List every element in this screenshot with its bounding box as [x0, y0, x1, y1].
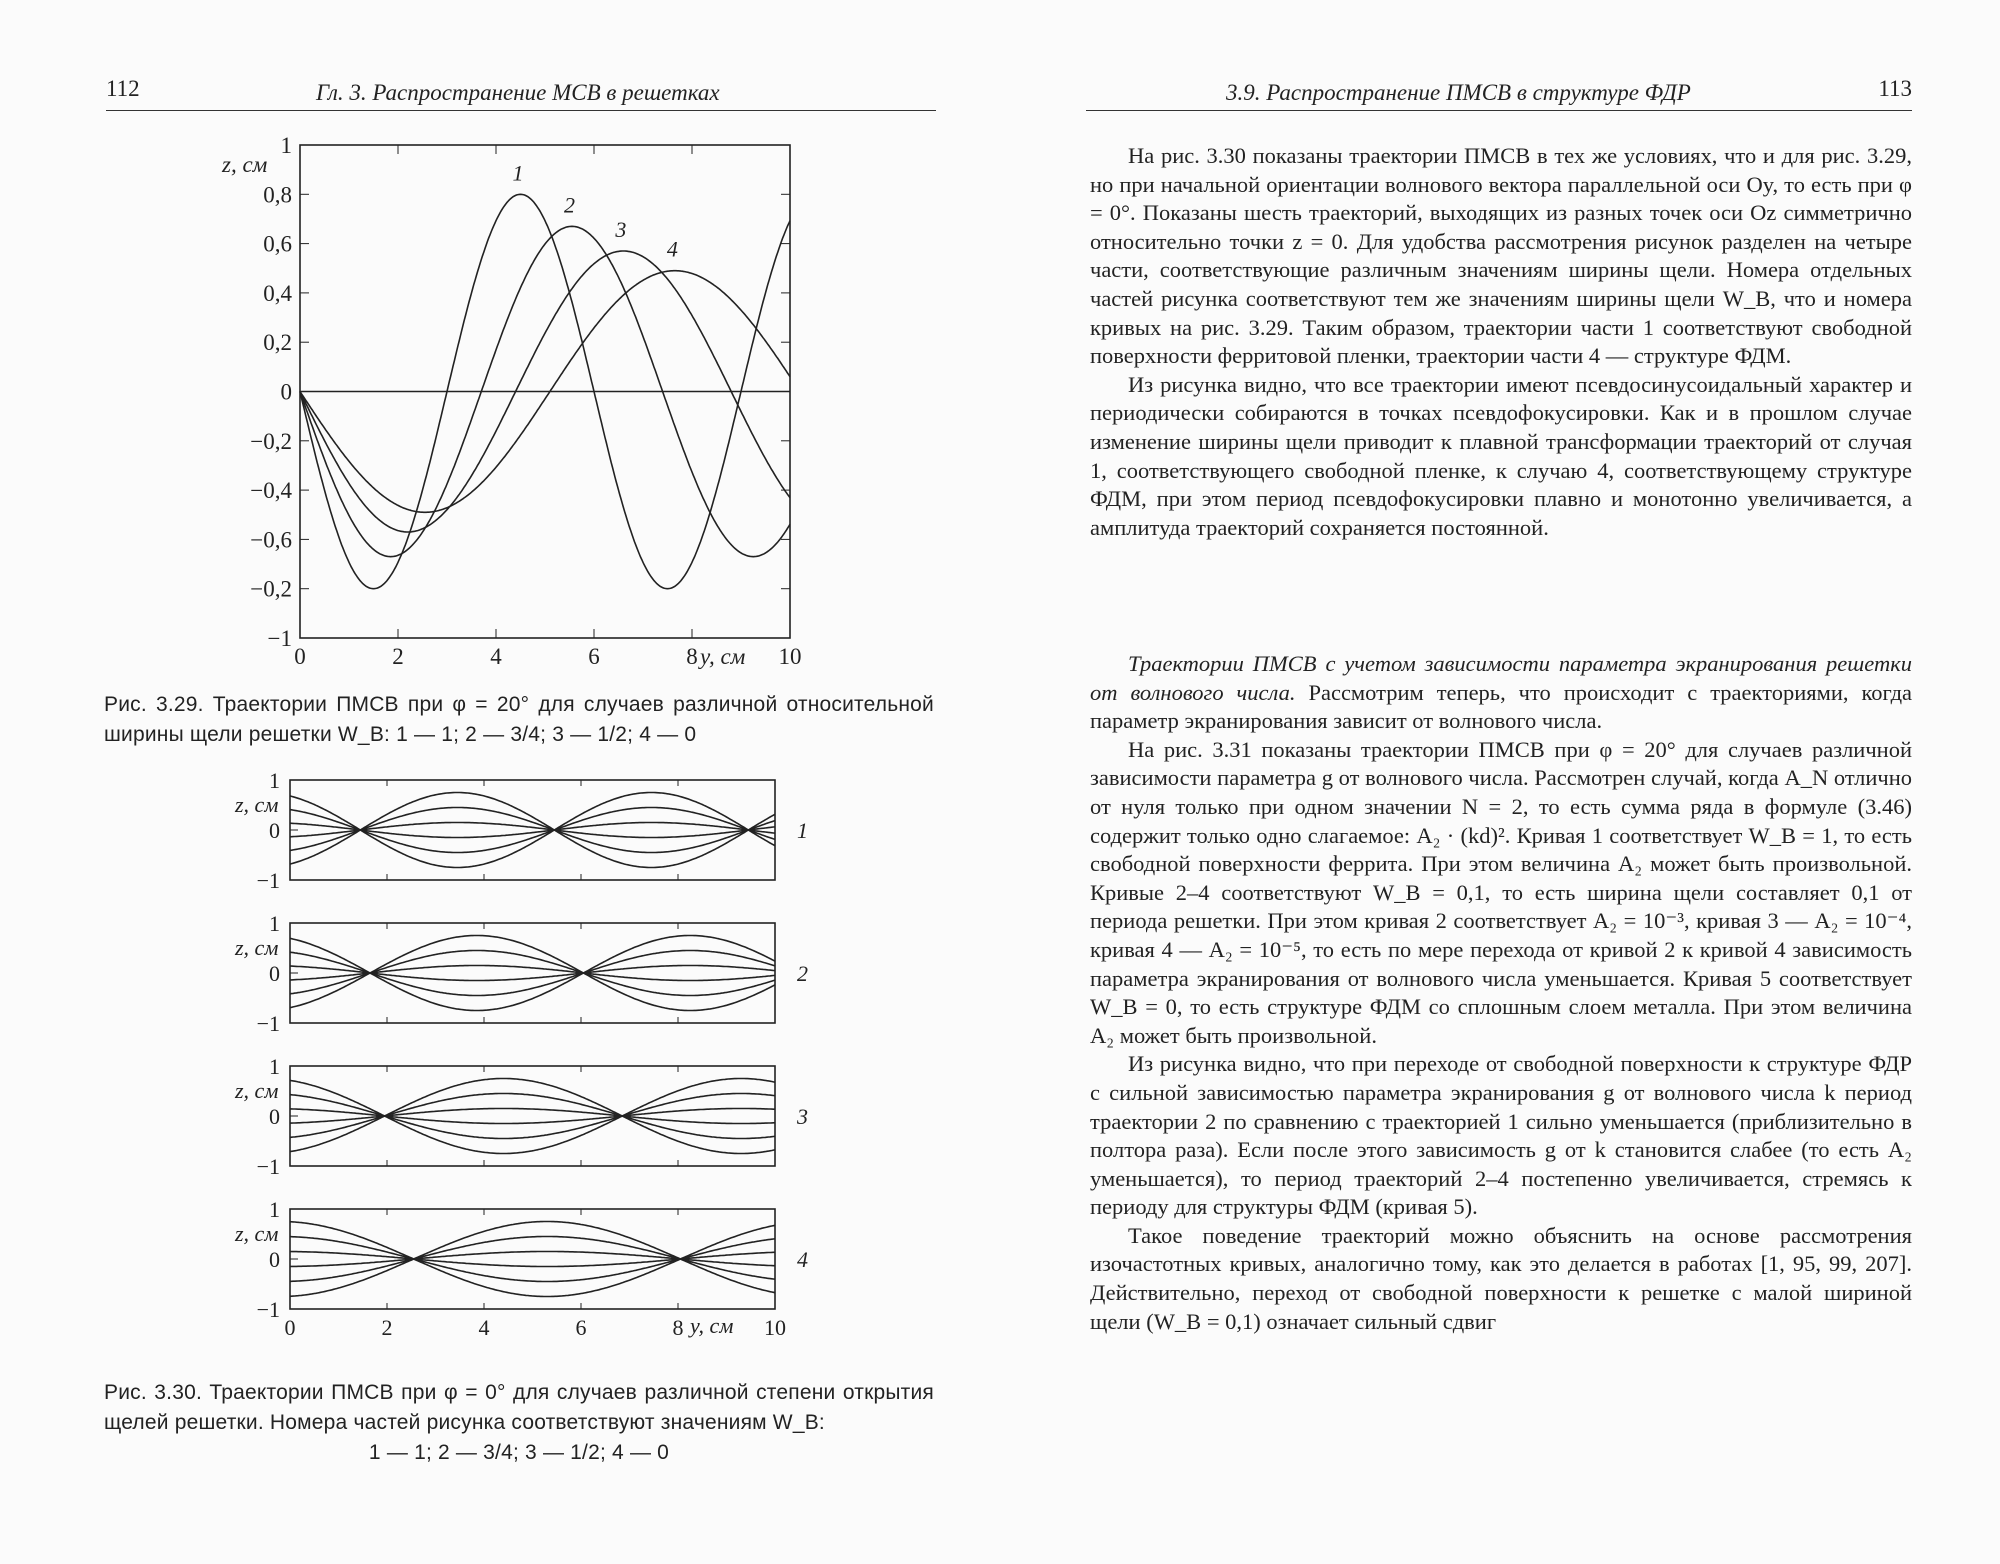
y-tick-label: 0 — [280, 379, 292, 405]
y-tick-label: 0,4 — [263, 280, 292, 306]
paragraph: Из рисунка видно, что при переходе от свободной поверхности к структуре ФДР с сильной зависимостью параметра экранирования g от волнового числа k период траектории 2 по сравнению с траекторией 1 сильно уменьшается (приблизительно в полтора раза). Если после этого зависимость g от k становится слабее (то есть A₂ уменьшается), то период траекторий 2–4 постепенно увеличивается, стремясь к периоду для структуры ФДМ (кривая 5). — [1090, 1051, 1912, 1220]
trajectory-line — [290, 1222, 775, 1297]
trajectory-line — [290, 1237, 775, 1282]
x-tick-label: 6 — [575, 1315, 587, 1340]
y-tick-label: 0,2 — [263, 330, 292, 356]
y-tick-label: 0 — [269, 818, 280, 843]
page-number: 112 — [106, 76, 140, 101]
trajectory-line — [290, 1237, 775, 1282]
figure-3-29-caption: Рис. 3.29. Траектории ПМСВ при φ = 20° для случаев различной относительной ширины щели решетки W_B: 1 — 1; 2 — 3/4; 3 — 1/2; 4 — 0 — [104, 693, 934, 746]
series-label: 4 — [666, 236, 678, 262]
panel-label: 2 — [797, 961, 808, 986]
y-axis-label: z, см — [235, 1221, 279, 1246]
panel-label: 1 — [797, 818, 808, 843]
trajectory-line — [290, 1109, 775, 1124]
y-axis-label: z, см — [235, 935, 279, 960]
y-tick-label: 0 — [269, 1247, 280, 1272]
panel-label: 3 — [797, 1104, 808, 1129]
paragraph: На рис. 3.30 показаны траектории ПМСВ в тех же условиях, что и для рис. 3.29, но при начальной ориентации волнового вектора параллельной оси Oy, то есть при φ = 0°. Показаны шесть траекторий, выходящих из разных точек оси Oz симметрично относительно точки z = 0. Для удобства рассмотрения рисунок разделен на четыре части, соответствующие различным значениям ширины щели. Номера отдельных частей рисунка соответствуют тем же значениям ширины щели W_B, что и номера кривых на рис. 3.29. Таким образом, траектории части 1 соответствуют свободной поверхности ферритовой пленки, траектории части 4 — структуре ФДМ. — [1090, 143, 1912, 369]
paragraph: Из рисунка видно, что все траектории имеют псевдосинусоидальный характер и периодически собираются в точках псевдофокусировки. Как и в прошлом случае изменение ширины щели приводит к плавной трансформации траекторий от случая 1, соответствующего свободной пленке, к случаю 4, соответствующему структуре ФДМ, при этом период псевдофокусировки плавно и монотонно увеличивается, а амплитуда траекторий сохраняется постоянной. — [1090, 371, 1912, 540]
y-tick-label: 0,6 — [263, 231, 292, 257]
section-heading: Траектории ПМСВ с учетом зависимости параметра экранирования решетки от волнового числа. — [1090, 651, 1912, 705]
x-tick-label: 2 — [392, 644, 404, 669]
trajectory-line — [290, 1079, 775, 1154]
trajectory-line — [290, 1222, 775, 1297]
trajectory-line — [290, 1079, 775, 1154]
figure-3-30-caption — [104, 1378, 934, 1468]
y-tick-label: 1 — [269, 1197, 280, 1222]
series-label: 1 — [512, 160, 524, 186]
y-tick-label: −0,4 — [250, 478, 292, 504]
y-tick-label: 0,8 — [263, 182, 292, 208]
body-text-lower — [1090, 650, 1912, 1336]
x-tick-label: 0 — [294, 644, 306, 669]
x-tick-label: 10 — [764, 1315, 786, 1340]
series-label: 2 — [563, 192, 575, 218]
x-axis-label: y, см — [690, 1313, 734, 1338]
y-tick-label: 1 — [269, 911, 280, 936]
x-tick-label: 8 — [672, 1315, 684, 1340]
y-tick-label: −1 — [256, 1154, 280, 1179]
panel-frame — [290, 1209, 775, 1309]
y-tick-label: 0 — [269, 1104, 280, 1129]
paragraph: На рис. 3.31 показаны траектории ПМСВ при φ = 20° для случаев различной зависимости параметра g от волнового числа. Рассмотрен случай, когда A_N отлично от нуля только при одном значении N = 2, то есть сумма ряда в формуле (3.46) содержит только одно слагаемое: A₂ · (kd)². Кривая 1 соответствует W_B = 1, то есть свободной поверхности феррита. При этом величина A₂ может быть произвольной. Кривые 2–4 соответствуют W_B = 0,1, то есть ширина щели составляет 0,1 от периода решетки. При этом кривая 2 соответствует A₂ = 10⁻³, кривая 3 — A₂ = 10⁻⁴, кривая 4 — A₂ = 10⁻⁵, то есть по мере перехода от кривой 2 к кривой 4 зависимость параметра экранирования от волнового числа уменьшается. Кривая 5 соответствует W_B = 0, то есть структуре ФДМ со сплошным слоем металла. При этом величина A₂ может быть произвольной. — [1090, 736, 1912, 1048]
y-tick-label: −0,2 — [250, 428, 292, 454]
y-tick-label: 1 — [280, 133, 292, 158]
y-tick-label: −1 — [256, 1011, 280, 1036]
series-label: 3 — [615, 216, 627, 242]
y-tick-label: 1 — [269, 1054, 280, 1079]
body-text-upper — [1090, 142, 1912, 542]
y-tick-label: −0,2 — [250, 576, 292, 602]
y-tick-label: −1 — [256, 868, 280, 893]
x-tick-label: 4 — [490, 644, 502, 669]
y-axis-label: z, см — [235, 1078, 279, 1103]
paragraph — [1090, 650, 1912, 736]
paragraph: Такое поведение траекторий можно объяснить на основе рассмотрения изочастотных кривых, аналогично тому, как это делается в работах [1, 95, 99, 207]. Действительно, переход от свободной поверхности к решетке с малой шириной щели (W_B = 0,1) означает сильный сдвиг — [1090, 1222, 1912, 1334]
running-title: Гл. 3. Распространение МСВ в решетках — [316, 80, 720, 105]
y-tick-label: 0 — [269, 961, 280, 986]
x-tick-label: 2 — [381, 1315, 393, 1340]
figure-3-29 — [0, 0, 1000, 760]
x-tick-label: 4 — [478, 1315, 490, 1340]
y-axis-label: z, см — [222, 152, 268, 177]
figure-3-30-caption-main: Рис. 3.30. Траектории ПМСВ при φ = 0° для случаев различной степени открытия щелей решетки. Номера частей рисунка соответствуют значениям W_B: — [104, 1381, 934, 1434]
y-tick-label: 1 — [269, 768, 280, 793]
figure-3-30 — [0, 760, 1000, 1380]
running-title: 3.9. Распространение ПМСВ в структуре ФДР — [1226, 80, 1691, 105]
trajectory-line — [290, 1094, 775, 1139]
trajectory-line — [290, 1094, 775, 1139]
y-tick-label: −0,6 — [250, 527, 292, 553]
y-tick-label: −1 — [256, 1297, 280, 1322]
section-intro: Рассмотрим теперь, что происходит с траекториями, когда параметр экранирования зависит от волнового числа. — [1090, 679, 1913, 734]
x-tick-label: 8 — [686, 644, 698, 669]
right-page-header — [1086, 76, 1912, 106]
y-axis-label: z, см — [235, 792, 279, 817]
panel-label: 4 — [797, 1247, 808, 1272]
panel-frame — [290, 923, 775, 1023]
x-axis-label: y, см — [700, 644, 746, 669]
figure-3-30-caption-last: 1 — 1; 2 — 3/4; 3 — 1/2; 4 — 0 — [368, 1441, 670, 1464]
header-rule — [1086, 110, 1912, 111]
page-number: 113 — [1878, 76, 1912, 101]
x-tick-label: 6 — [588, 644, 600, 669]
y-tick-label: −1 — [267, 626, 292, 651]
x-tick-label: 10 — [778, 644, 802, 669]
x-tick-label: 0 — [284, 1315, 296, 1340]
trajectory-line — [290, 1109, 775, 1124]
